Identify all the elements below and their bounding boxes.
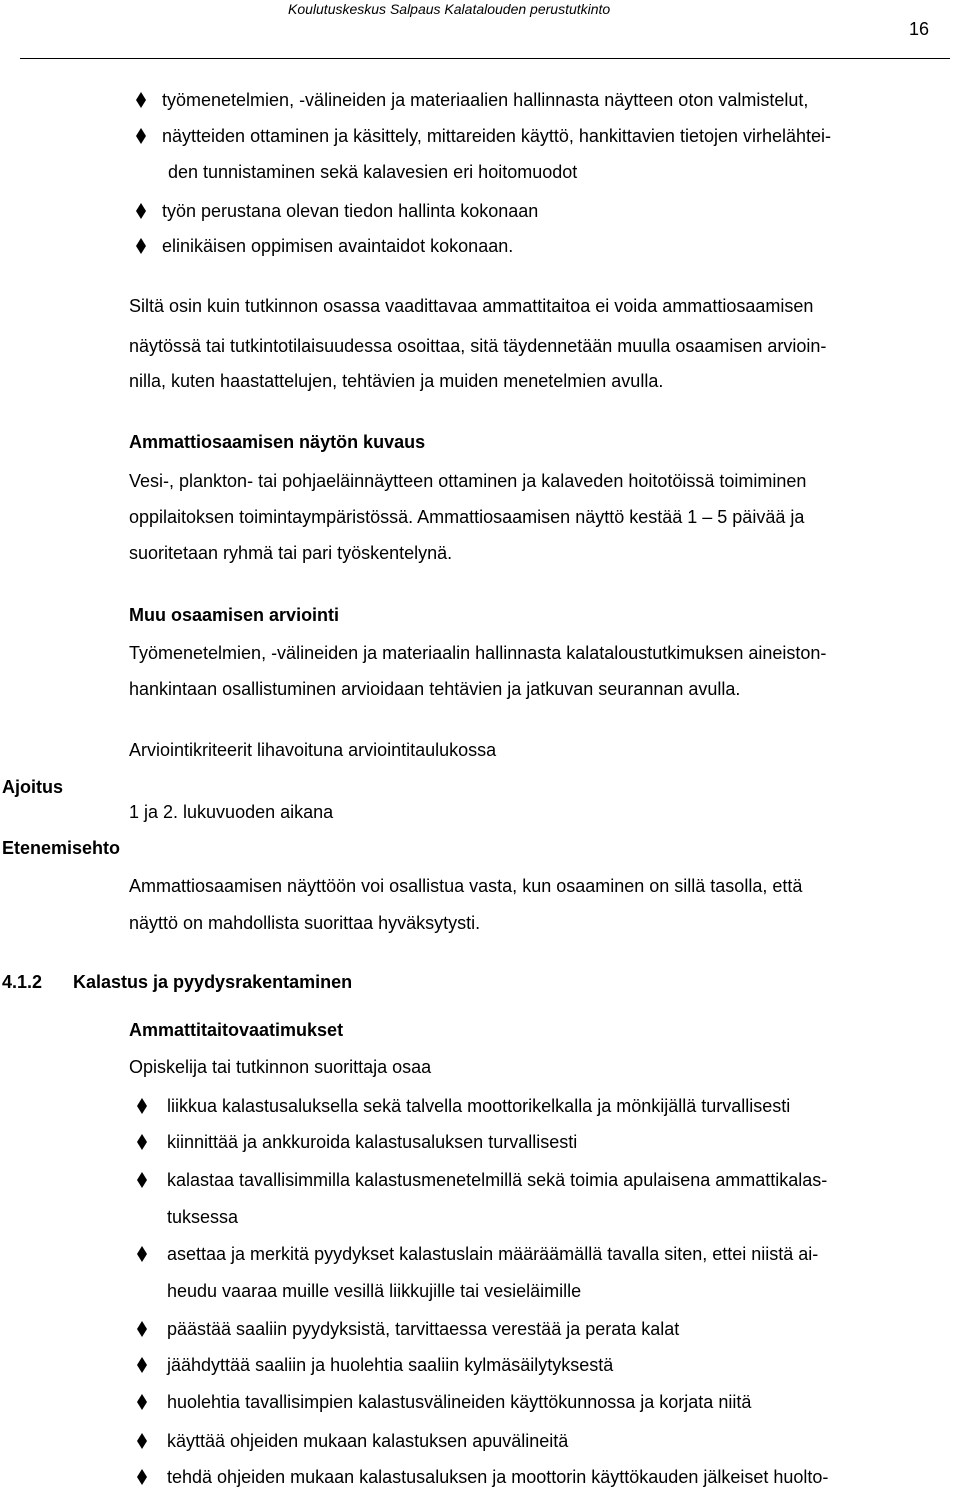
page-number: 16 bbox=[909, 19, 930, 39]
paragraph-line: suoritetaan ryhmä tai pari työskentelynä. bbox=[129, 543, 453, 563]
criteria-note: Arviointikriteerit lihavoituna arviointitaulukossa bbox=[129, 740, 497, 760]
list-item: kalastaa tavallisimmilla kalastusmenetelmillä sekä toimia apulaisena ammattikalas- bbox=[167, 1170, 828, 1190]
paragraph-line: näyttö on mahdollista suorittaa hyväksytysti. bbox=[129, 913, 481, 933]
ajoitus-label: Ajoitus bbox=[2, 777, 63, 797]
paragraph-line: Ammattiosaamisen näyttöön voi osallistua vasta, kun osaaminen on sillä tasolla, että bbox=[129, 876, 803, 896]
diamond-bullet-icon bbox=[137, 1321, 147, 1337]
ajoitus-value: 1 ja 2. lukuvuoden aikana bbox=[129, 802, 334, 822]
list-item: käyttää ohjeiden mukaan kalastuksen apuvälineitä bbox=[167, 1431, 569, 1451]
list-item: liikkua kalastusaluksella sekä talvella moottorikelkalla ja mönkijällä turvallisesti bbox=[167, 1096, 791, 1116]
section-number: 4.1.2 bbox=[2, 972, 43, 992]
list-item: näytteiden ottaminen ja käsittely, mittareiden käyttö, hankittavien tietojen virhelähtei- bbox=[162, 126, 832, 146]
running-header: Koulutuskeskus Salpaus Kalatalouden perustutkinto bbox=[288, 1, 611, 17]
list-item: päästää saaliin pyydyksistä, tarvittaessa verestää ja perata kalat bbox=[167, 1319, 680, 1339]
list-item: jäähdyttää saaliin ja huolehtia saaliin kylmäsäilytyksestä bbox=[167, 1355, 614, 1375]
diamond-bullet-icon bbox=[137, 1246, 147, 1262]
diamond-bullet-icon bbox=[136, 128, 146, 144]
diamond-bullet-icon bbox=[136, 203, 146, 219]
diamond-bullet-icon bbox=[137, 1394, 147, 1410]
section-title: Kalastus ja pyydysrakentaminen bbox=[73, 972, 353, 992]
paragraph-line: hankintaan osallistuminen arvioidaan tehtävien ja jatkuvan seurannan avulla. bbox=[129, 679, 741, 699]
list-item: työn perustana olevan tiedon hallinta kokonaan bbox=[162, 201, 539, 221]
section-heading: Muu osaamisen arviointi bbox=[129, 605, 340, 625]
diamond-bullet-icon bbox=[136, 92, 146, 108]
header-rule bbox=[20, 58, 950, 59]
list-item-continuation: heudu vaaraa muille vesillä liikkujille tai vesieläimille bbox=[167, 1281, 582, 1301]
section-heading: Ammattiosaamisen näytön kuvaus bbox=[129, 432, 426, 452]
list-item: työmenetelmien, -välineiden ja materiaalien hallinnasta näytteen oton valmistelut, bbox=[162, 90, 809, 110]
list-item: tehdä ohjeiden mukaan kalastusaluksen ja moottorin käyttökauden jälkeiset huolto- bbox=[167, 1467, 829, 1487]
paragraph-line: nilla, kuten haastattelujen, tehtävien ja muiden menetelmien avulla. bbox=[129, 371, 664, 391]
diamond-bullet-icon bbox=[136, 238, 146, 254]
paragraph-line: oppilaitoksen toimintaympäristössä. Ammattiosaamisen näyttö kestää 1 – 5 päivää ja bbox=[129, 507, 805, 527]
list-item: kiinnittää ja ankkuroida kalastusaluksen turvallisesti bbox=[167, 1132, 578, 1152]
intro-line: Opiskelija tai tutkinnon suorittaja osaa bbox=[129, 1057, 432, 1077]
paragraph-line: näytössä tai tutkintotilaisuudessa osoittaa, sitä täydennetään muulla osaamisen arvioin- bbox=[129, 336, 827, 356]
list-item-continuation: tuksessa bbox=[167, 1207, 239, 1227]
list-item: asettaa ja merkitä pyydykset kalastuslain määräämällä tavalla siten, ettei niistä ai- bbox=[167, 1244, 819, 1264]
diamond-bullet-icon bbox=[137, 1134, 147, 1150]
paragraph-line: Työmenetelmien, -välineiden ja materiaalin hallinnasta kalataloustutkimuksen aineiston- bbox=[129, 643, 827, 663]
paragraph-line: Siltä osin kuin tutkinnon osassa vaadittavaa ammattitaitoa ei voida ammattiosaamisen bbox=[129, 296, 814, 316]
diamond-bullet-icon bbox=[137, 1469, 147, 1485]
diamond-bullet-icon bbox=[137, 1172, 147, 1188]
paragraph-line: Vesi-, plankton- tai pohjaeläinnäytteen ottaminen ja kalaveden hoitotöissä toimiminen bbox=[129, 471, 807, 491]
list-item: huolehtia tavallisimpien kalastusvälineiden käyttökunnossa ja korjata niitä bbox=[167, 1392, 752, 1412]
list-item-continuation: den tunnistaminen sekä kalavesien eri hoitomuodot bbox=[168, 162, 578, 182]
diamond-bullet-icon bbox=[137, 1433, 147, 1449]
diamond-bullet-icon bbox=[137, 1098, 147, 1114]
list-item: elinikäisen oppimisen avaintaidot kokonaan. bbox=[162, 236, 514, 256]
diamond-bullet-icon bbox=[137, 1357, 147, 1373]
section-heading: Ammattitaitovaatimukset bbox=[129, 1020, 344, 1040]
etenemisehto-label: Etenemisehto bbox=[2, 838, 121, 858]
